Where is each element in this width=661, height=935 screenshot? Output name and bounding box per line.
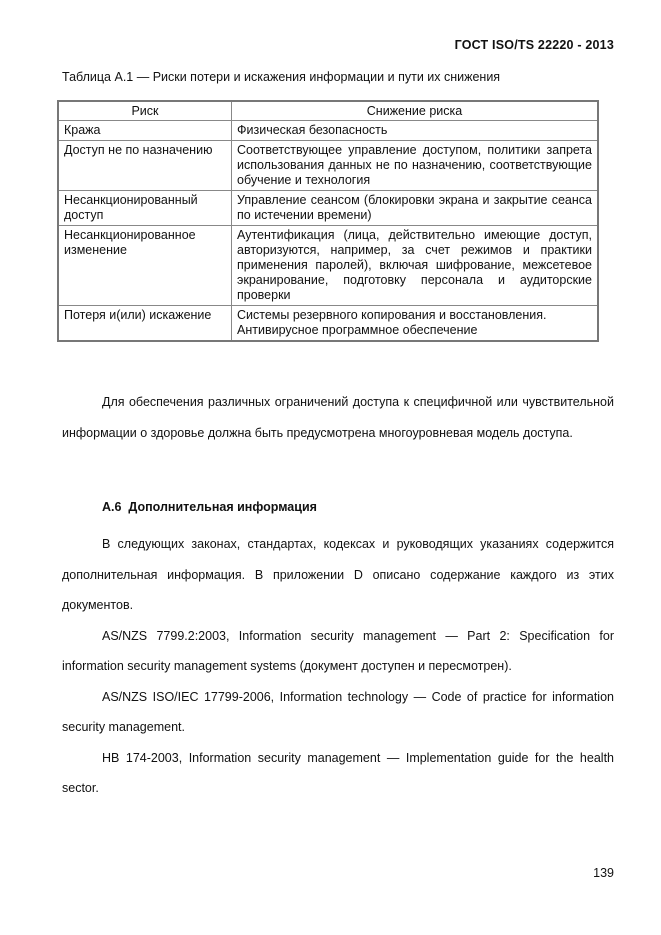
mitigation-text: Физическая безопасность [237, 123, 388, 137]
table-row [58, 121, 598, 141]
document-header: ГОСТ ISO/TS 22220 - 2013 [454, 38, 614, 52]
paragraph: Для обеспечения различных ограничений доступа к специфичной или чувствительной информации о здоровье должна быть предусмотрена многоуровневая модель доступа. [62, 395, 614, 440]
section-title: Дополнительная информация [128, 500, 317, 514]
column-header-mitigation: Снижение риска [232, 101, 599, 121]
reference-item: AS/NZS ISO/IEC 17799-2006, Information technology — Code of practice for information security management. [62, 689, 614, 734]
mitigation-cell [232, 306, 599, 342]
mitigation-text: Соответствующее управление доступом, политики запрета использования данных не по назначению, соответствующие обучение и технология [237, 143, 592, 187]
section-number: А.6 [102, 500, 122, 514]
risk-cell: Несанкционированный доступ [58, 191, 232, 226]
reference-item: AS/NZS 7799.2:2003, Information security management — Part 2: Specification for information security management systems (документ доступен и пересмотрен). [62, 628, 614, 673]
risk-cell: Потеря и(или) искажение [58, 306, 232, 342]
table-row [58, 306, 598, 342]
section-heading [102, 500, 317, 514]
mitigation-text: Аутентификация (лица, действительно имеющие доступ, авторизуются, например, за счет режимов и практики применения паролей), включая шифрование, межсетевое экранирование, подготовку персонала и аудиторские проверки [237, 228, 592, 302]
risk-cell: Несанкционированное изменение [58, 226, 232, 306]
table-header-row [58, 101, 598, 121]
mitigation-cell [232, 226, 599, 306]
mitigation-cell [232, 141, 599, 191]
risk-table [57, 100, 599, 342]
body-block-1 [62, 387, 614, 448]
reference-item: HB 174-2003, Information security management — Implementation guide for the health sector. [62, 750, 614, 795]
risk-cell: Доступ не по назначению [58, 141, 232, 191]
mitigation-text: Антивирусное программное обеспечение [237, 323, 478, 337]
mitigation-cell [232, 121, 599, 141]
column-header-risk: Риск [58, 101, 232, 121]
table-caption: Таблица А.1 — Риски потери и искажения информации и пути их снижения [62, 70, 501, 84]
mitigation-text: Системы резервного копирования и восстановления. [237, 308, 547, 322]
risk-cell: Кража [58, 121, 232, 141]
page-number: 139 [593, 866, 614, 880]
mitigation-cell [232, 191, 599, 226]
mitigation-text: Управление сеансом (блокировки экрана и закрытие сеанса по истечении времени) [237, 193, 592, 222]
table-row [58, 141, 598, 191]
paragraph: В следующих законах, стандартах, кодексах и руководящих указаниях содержится дополнительная информация. В приложении D описано содержание каждого из этих документов. [62, 537, 614, 612]
body-block-2 [62, 529, 614, 804]
table-row [58, 226, 598, 306]
table-row [58, 191, 598, 226]
